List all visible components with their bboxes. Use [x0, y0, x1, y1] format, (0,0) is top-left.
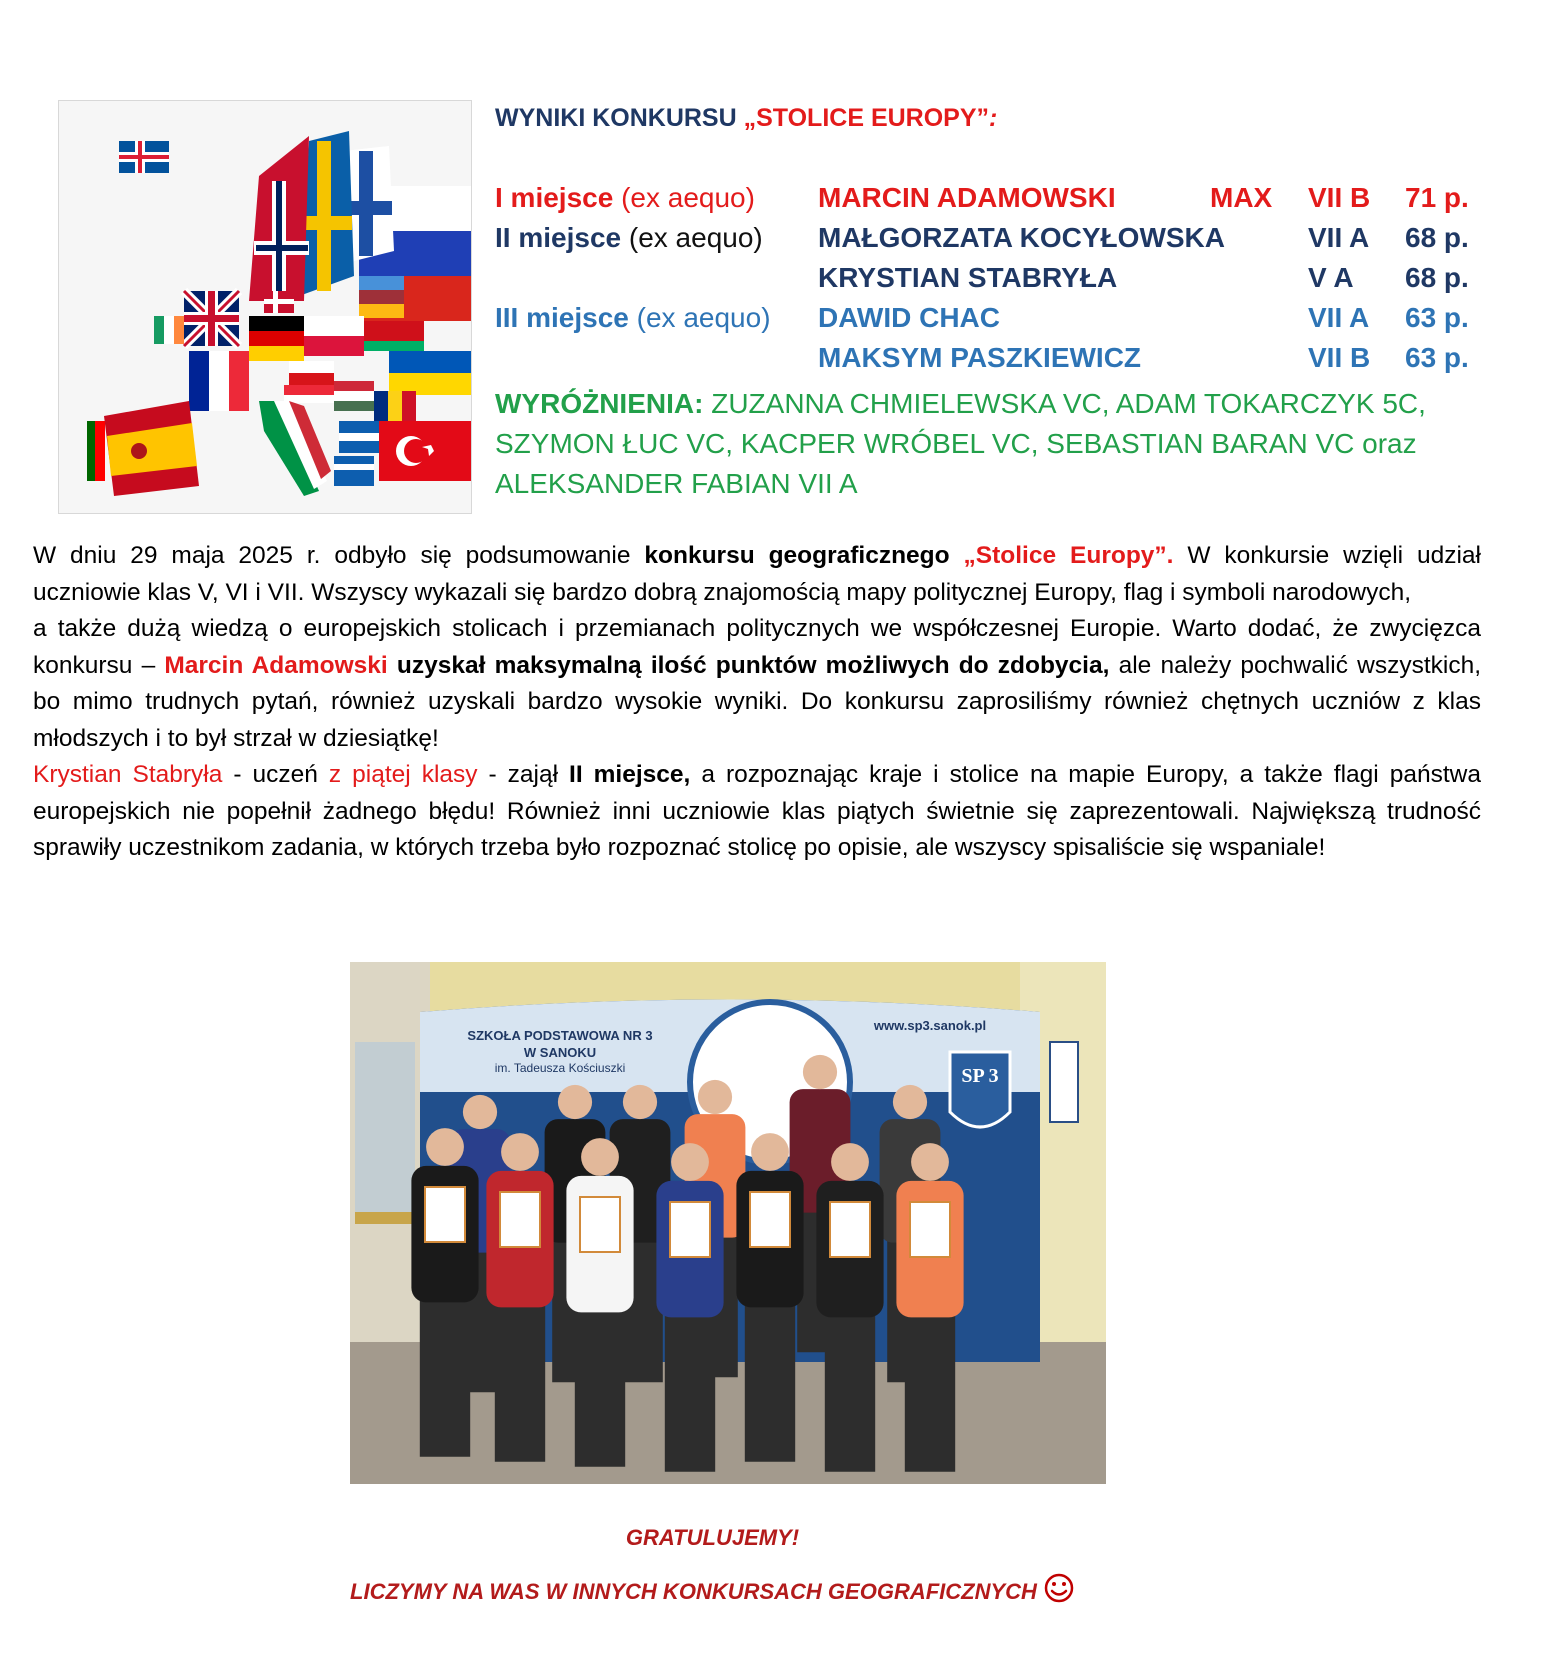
winner-name: MARCIN ADAMOWSKI — [818, 182, 1116, 213]
title-accent: „STOLICE EUROPY” — [743, 104, 990, 132]
participant-name: MAKSYM PASZKIEWICZ — [818, 342, 1142, 373]
honors-label: WYRÓŻNIENIA: — [495, 388, 704, 419]
participant-class: VII B — [1308, 342, 1371, 373]
banner-city: W SANOKU — [523, 1045, 597, 1060]
title-prefix: WYNIKI KONKURSU — [495, 104, 744, 132]
title-suffix: : — [989, 104, 998, 132]
participant-points: 63 p. — [1405, 302, 1469, 333]
article-body — [33, 538, 1481, 867]
participant-class: VII A — [1308, 302, 1370, 333]
participant-name: KRYSTIAN STABRYŁA — [818, 262, 1118, 293]
place-label: III miejsce (ex aequo) — [495, 302, 771, 333]
results-title — [495, 104, 997, 133]
smiley-icon — [1043, 1572, 1075, 1604]
participant-points: 68 p. — [1405, 222, 1469, 253]
footer-line — [0, 1572, 1425, 1605]
paragraph: a także dużą wiedzą o europejskich stolicach i przemianach politycznych we współczesnej Europie. Warto dodać, że zwycięzca konkursu – Marcin Adamowski uzyskał maksymalną ilość punktów możliwych do zdobycia, ale należy pochwalić wszystkich, bo mimo trudnych pytań, również uzyskali bardzo wysokie wyniki. Do konkursu zaprosiliśmy również chętnych uczniów z klas młodszych i to był strzał w dziesiątkę! — [33, 615, 1482, 752]
paragraph: W dniu 29 maja 2025 r. odbyło się podsumowanie konkursu geograficznego „Stolice Europy”. W konkursie wzięli udział uczniowie klas V, VI i VII. Wszyscy wykazali się bardzo dobrą znajomością mapy politycznej Europy, flag i symboli narodowych, — [33, 542, 1481, 606]
congrats-line: GRATULUJEMY! — [625, 1525, 800, 1550]
max-badge: MAX — [1210, 182, 1273, 213]
participant-points: 68 p. — [1405, 262, 1469, 293]
group-photo — [350, 962, 1106, 1484]
place-label: II miejsce (ex aequo) — [495, 222, 763, 253]
banner-emblem: SP 3 — [961, 1065, 999, 1087]
honors-text: ZUZANNA CHMIELEWSKA VC, ADAM TOKARCZYK 5C, SZYMON ŁUC VC, KACPER WRÓBEL VC, SEBASTIAN BARAN VC oraz ALEKSANDER FABIAN VII A — [495, 388, 1426, 499]
europe-flag-map-image — [58, 100, 472, 514]
winner-points: 71 p. — [1405, 182, 1469, 213]
honorable-mentions — [495, 384, 1475, 504]
banner-patron: im. Tadeusza Kościuszki — [494, 1061, 626, 1075]
participant-name: MAŁGORZATA KOCYŁOWSKA — [818, 222, 1225, 253]
banner-school-name: SZKOŁA PODSTAWOWA NR 3 — [467, 1028, 653, 1043]
participant-name: DAWID CHAC — [818, 302, 1000, 333]
place-label: I miejsce (ex aequo) — [495, 182, 755, 213]
paragraph: Krystian Stabryła - uczeń z piątej klasy - zajął II miejsce, a rozpoznając kraje i stolice na mapie Europy, a także flagi państwa europejskich nie popełnił żadnego błędu! Również inni uczniowie klas piątych świetnie się zaprezentowali. Największą trudność sprawiły uczestnikom zadania, w których trzeba było rozpoznać stolicę po opisie, ale wszyscy spisaliście się wspaniale! — [33, 761, 1481, 861]
participant-class: VII A — [1308, 222, 1370, 253]
participant-class: V A — [1308, 262, 1354, 293]
banner-url: www.sp3.sanok.pl — [873, 1018, 987, 1033]
footer-text: LICZYMY NA WAS W INNYCH KONKURSACH GEOGRAFICZNYCH — [350, 1579, 1037, 1604]
participant-points: 63 p. — [1405, 342, 1469, 373]
winner-class: VII B — [1308, 182, 1371, 213]
